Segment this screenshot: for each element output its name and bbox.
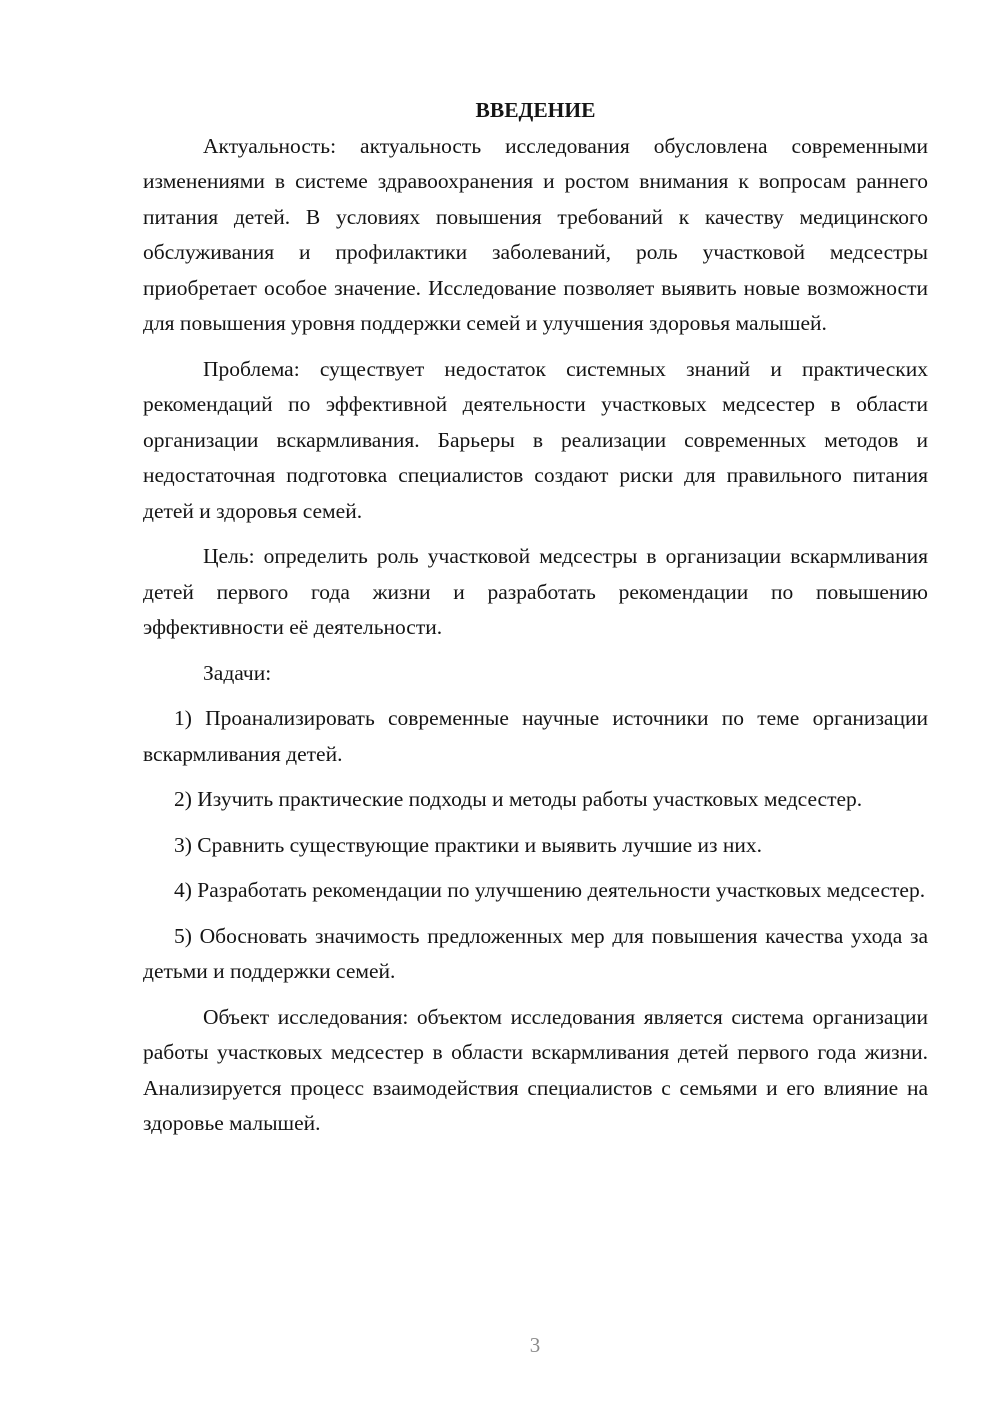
page-content xyxy=(143,93,928,1142)
page-number: 3 xyxy=(529,1333,541,1357)
page-title: ВВЕДЕНИЕ xyxy=(475,98,596,122)
paragraph-goal: Цель: определить роль участковой медсестры в организации вскармливания детей первого года жизни и разработать рекомендации по повышению эффективности её деятельности. xyxy=(143,544,928,639)
task-item-5: 5) Обосновать значимость предложенных мер для повышения качества ухода за детьми и поддержки семей. xyxy=(143,923,928,983)
task-item-3: 3) Сравнить существующие практики и выявить лучшие из них. xyxy=(174,832,763,857)
task-item-2: 2) Изучить практические подходы и методы работы участковых медсестер. xyxy=(174,787,863,811)
paragraph-relevance: Актуальность: актуальность исследования обусловлена современными изменениями в системе здравоохранения и ростом внимания к вопросам раннего питания детей. В условиях повышения требований к качеству медицинского обслуживания и профилактики заболеваний, роль участковой медсестры приобретает особое значение. Исследование позволяет выявить новые возможности для повышения уровня поддержки семей и улучшения здоровья малышей. xyxy=(143,133,928,335)
paragraph-object: Объект исследования: объектом исследования является система организации работы участковых медсестер в области вскармливания детей первого года жизни. Анализируется процесс взаимодействия специалистов с семьями и его влияние на здоровье малышей. xyxy=(143,1004,928,1135)
paragraph-problem: Проблема: существует недостаток системных знаний и практических рекомендаций по эффективной деятельности участковых медсестер в области организации вскармливания. Барьеры в реализации современных методов и недостаточная подготовка специалистов создают риски для правильного питания детей и здоровья семей. xyxy=(143,356,928,523)
tasks-heading: Задачи: xyxy=(203,660,272,685)
task-item-4: 4) Разработать рекомендации по улучшению деятельности участковых медсестер. xyxy=(174,878,926,902)
task-item-1: 1) Проанализировать современные научные источники по теме организации вскармливания детей. xyxy=(143,706,928,766)
